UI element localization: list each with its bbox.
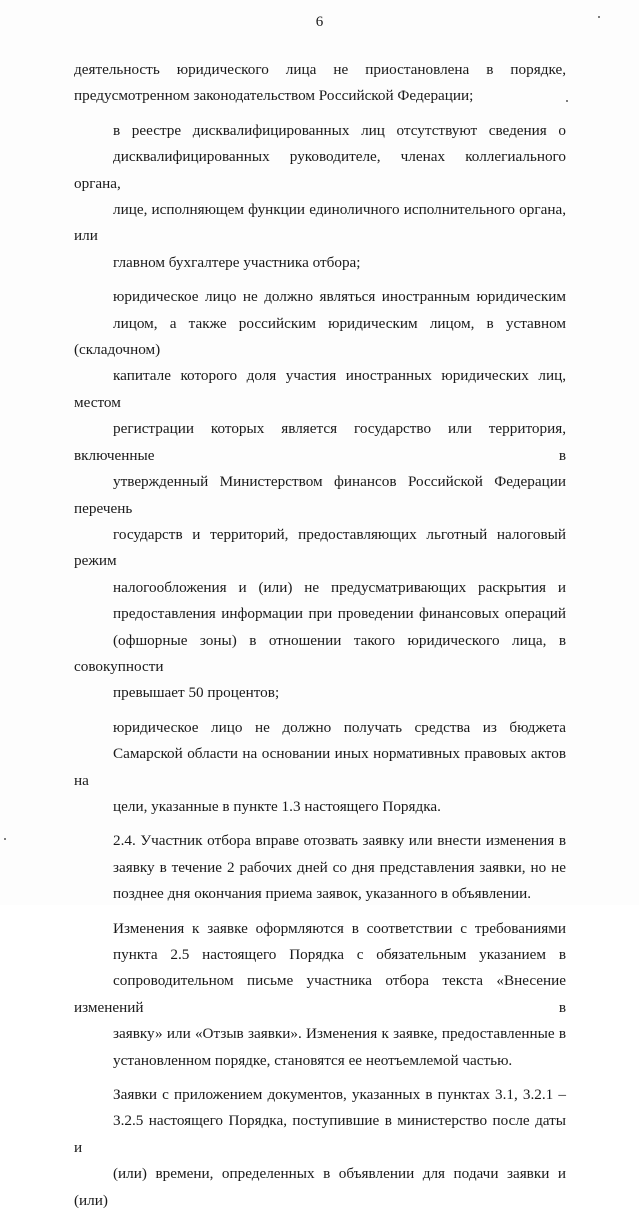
paragraph — [74, 118, 566, 276]
paragraph — [74, 916, 566, 1074]
text-line: Изменения к заявке оформляются в соответствии с требованиями — [113, 919, 566, 937]
paragraph — [74, 284, 566, 707]
text-line: сопроводительном письме участника отбора текста «Внесение изменений в — [74, 972, 566, 1016]
text-line: в реестре дисквалифицированных лиц отсутствуют сведения о — [113, 121, 566, 139]
text-line: лицом, а также российским юридическим лицом, в уставном (складочном) — [74, 314, 566, 359]
text-line: превышает 50 процентов; — [113, 684, 280, 702]
paragraph — [74, 57, 566, 110]
text-line: Самарской области на основании иных нормативных правовых актов на — [74, 745, 566, 789]
paragraph — [74, 715, 566, 821]
scan-speck — [566, 100, 568, 102]
text-line: юридическое лицо не должно являться иностранным юридическим — [113, 288, 566, 306]
document-body — [74, 57, 566, 1214]
scan-speck — [598, 16, 600, 18]
text-line: предоставления информации при проведении финансовых операций — [113, 605, 566, 623]
text-line: дисквалифицированных руководителе, членах коллегиального органа, — [74, 148, 566, 192]
text-line: регистрации которых является государство или территория, включенные в — [74, 420, 566, 464]
text-line: позднее дня окончания приема заявок, указанного в объявлении. — [113, 885, 532, 903]
text-line: государств и территорий, предоставляющих льготный налоговый режим — [74, 525, 566, 570]
text-line: заявку» или «Отзыв заявки». Изменения к заявке, предоставленные в — [113, 1025, 566, 1043]
page-number: 6 — [315, 14, 324, 30]
text-line: заявку в течение 2 рабочих дней со дня представления заявки, но не — [113, 858, 566, 876]
text-line: Заявки с приложением документов, указанных в пунктах 3.1, 3.2.1 – — [113, 1086, 566, 1104]
text-line: утвержденный Министерством финансов Российской Федерации перечень — [74, 473, 566, 517]
text-line: главном бухгалтере участника отбора; — [113, 253, 361, 271]
text-line: предусмотренном законодательством Российской Федерации; — [74, 87, 474, 105]
text-line: (офшорные зоны) в отношении такого юридического лица, в совокупности — [74, 631, 566, 675]
text-line: установленном порядке, становятся ее неотъемлемой частью. — [113, 1051, 513, 1069]
scan-speck — [4, 838, 6, 840]
text-line: пункта 2.5 настоящего Порядка с обязательным указанием в — [113, 946, 566, 963]
paragraph — [74, 1082, 566, 1214]
text-line: 2.4. Участник отбора вправе отозвать заявку или внести изменения в — [113, 832, 566, 850]
text-line: цели, указанные в пункте 1.3 настоящего Порядка. — [113, 797, 441, 815]
text-line: деятельность юридического лица не приостановлена в порядке, — [74, 61, 566, 78]
text-line: налогообложения и (или) не предусматривающих раскрытия и — [113, 578, 566, 596]
text-line: юридическое лицо не должно получать средства из бюджета — [113, 718, 566, 736]
paragraph — [74, 828, 566, 907]
text-line: (или) времени, определенных в объявлении для подачи заявки и (или) — [74, 1165, 566, 1209]
text-line: лице, исполняющем функции единоличного исполнительного органа, или — [74, 201, 566, 245]
text-line: капитале которого доля участия иностранных юридических лиц, местом — [74, 367, 566, 411]
text-line: 3.2.5 настоящего Порядка, поступившие в министерство после даты и — [74, 1112, 566, 1156]
